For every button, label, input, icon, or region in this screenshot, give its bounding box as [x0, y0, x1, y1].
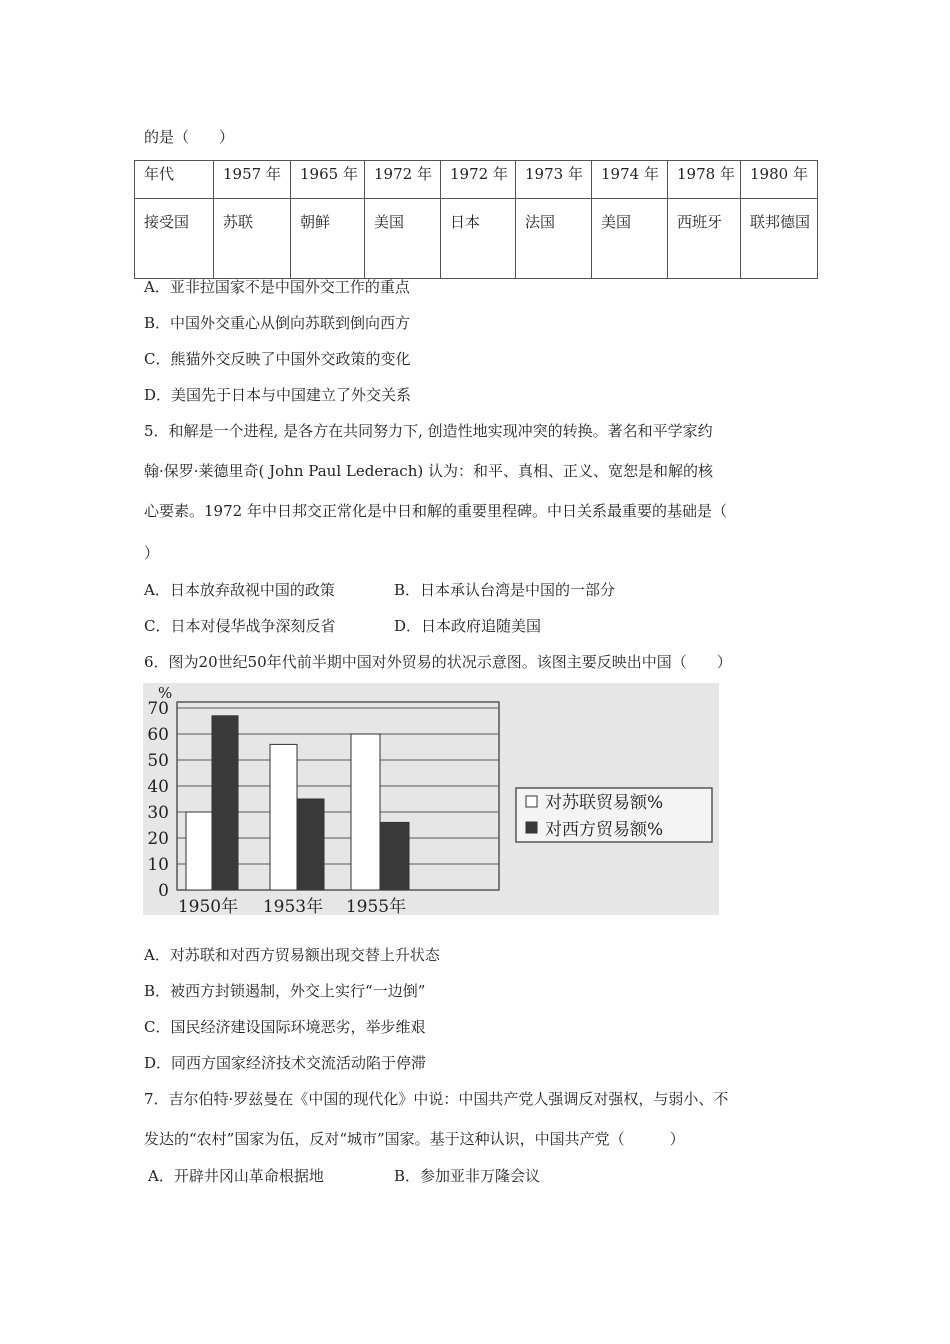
bar-west [212, 716, 238, 890]
q7-stem-line-1: 7．吉尔伯特·罗兹曼在《中国的现代化》中说：中国共产党人强调反对强权，与弱小、不 [144, 1090, 729, 1108]
x-tick-label: 1950年 [177, 897, 239, 915]
y-tick-label: 50 [147, 751, 169, 771]
q4-option-c: C．熊猫外交反映了中国外交政策的变化 [144, 350, 411, 368]
legend-label-west: 对西方贸易额% [545, 820, 664, 840]
table-row [135, 199, 818, 279]
q5-stem-line-4: ） [144, 544, 160, 562]
y-tick-label: 60 [147, 725, 169, 745]
table-cell: 1973 年 [516, 161, 592, 199]
q7-stem-line-2: 发达的“农村”国家为伍，反对“城市”国家。基于这种认识，中国共产党（ ） [144, 1130, 685, 1148]
x-tick-label: 1955年 [345, 897, 407, 915]
q5-stem-line-3: 心要素。1972 年中日邦交正常化是中日和解的重要里程碑。中日关系最重要的基础是（ [144, 502, 727, 520]
table-cell: 西班牙 [668, 199, 741, 279]
q5-option-a: A．日本放弃敌视中国的政策 [144, 581, 335, 599]
y-tick-label: 40 [147, 777, 169, 797]
trade-bar-chart [143, 683, 719, 915]
legend-swatch-west [526, 822, 537, 833]
bar-soviet [186, 812, 212, 890]
q7-option-b: B．参加亚非万隆会议 [394, 1167, 541, 1185]
y-tick-label: 10 [147, 855, 169, 875]
bar-soviet [270, 744, 297, 890]
q5-option-d: D．日本政府追随美国 [394, 617, 542, 635]
q6-option-b: B．被西方封锁遏制，外交上实行“一边倒” [144, 982, 426, 1000]
y-tick-label: 30 [147, 803, 169, 823]
y-axis-label: % [158, 684, 173, 702]
table-cell: 接受国 [135, 199, 214, 279]
q5-stem-line-1: 5．和解是一个进程, 是各方在共同努力下, 创造性地实现冲突的转换。著名和平学家约 [144, 422, 713, 440]
q4-stem-tail: 的是（ ） [144, 128, 235, 146]
table-cell: 朝鲜 [291, 199, 365, 279]
bar-soviet [351, 734, 380, 890]
table-cell: 1972 年 [441, 161, 516, 199]
y-tick-label: 20 [147, 829, 169, 849]
bar-west [297, 799, 324, 890]
q7-option-a: A．开辟井冈山革命根据地 [148, 1167, 324, 1185]
q6-stem: 6．图为20世纪50年代前半期中国对外贸易的状况示意图。该图主要反映出中国（ ） [144, 653, 732, 671]
table-cell: 1972 年 [365, 161, 441, 199]
q6-option-d: D．同西方国家经济技术交流活动陷于停滞 [144, 1054, 427, 1072]
legend-swatch-soviet [526, 796, 537, 807]
table-cell: 联邦德国 [741, 199, 818, 279]
q4-option-a: A．亚非拉国家不是中国外交工作的重点 [144, 278, 410, 296]
table-cell: 美国 [592, 199, 668, 279]
table-cell: 年代 [135, 161, 214, 199]
x-tick-label: 1953年 [262, 897, 324, 915]
table-cell: 1965 年 [291, 161, 365, 199]
q5-option-b: B．日本承认台湾是中国的一部分 [394, 581, 616, 599]
q6-option-a: A．对苏联和对西方贸易额出现交替上升状态 [144, 946, 440, 964]
table-cell: 美国 [365, 199, 441, 279]
trade-bar-chart-svg [143, 683, 719, 915]
legend-label-soviet: 对苏联贸易额% [545, 793, 664, 813]
q5-stem-line-2: 翰·保罗·莱德里奇( John Paul Lederach) 认为：和平、真相、正义、宽恕是和解的核 [144, 462, 713, 480]
y-tick-label: 0 [158, 881, 169, 901]
q6-option-c: C．国民经济建设国际环境恶劣，举步维艰 [144, 1018, 426, 1036]
table-cell: 苏联 [214, 199, 291, 279]
bar-west [380, 822, 409, 890]
table-cell: 日本 [441, 199, 516, 279]
q4-option-d: D．美国先于日本与中国建立了外交关系 [144, 386, 412, 404]
table-cell: 1957 年 [214, 161, 291, 199]
table-cell: 1974 年 [592, 161, 668, 199]
y-tick-label: 70 [147, 699, 169, 719]
table-cell: 1980 年 [741, 161, 818, 199]
q4-option-b: B．中国外交重心从倒向苏联到倒向西方 [144, 314, 411, 332]
q5-option-c: C．日本对侵华战争深刻反省 [144, 617, 336, 635]
table-cell: 法国 [516, 199, 592, 279]
diplomacy-table [134, 160, 818, 279]
table-row [135, 161, 818, 199]
table-cell: 1978 年 [668, 161, 741, 199]
